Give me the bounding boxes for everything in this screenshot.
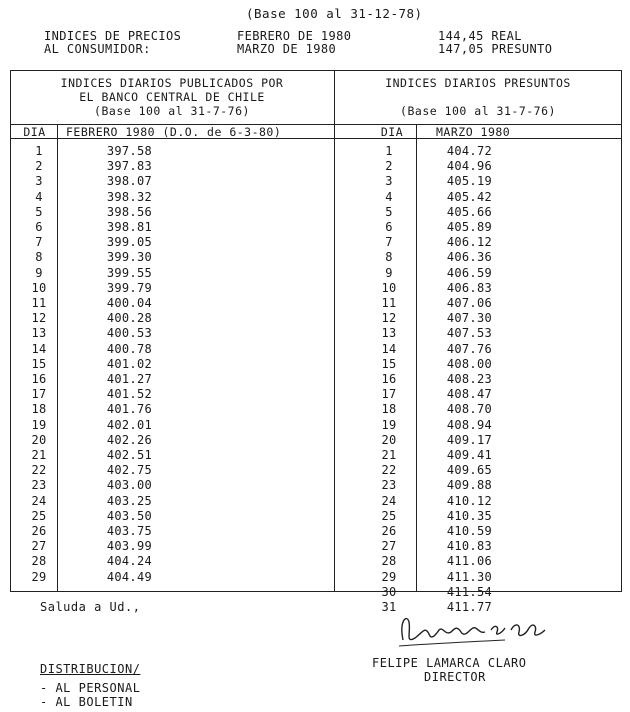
- left-title-line3: (Base 100 al 31-7-76): [94, 104, 250, 118]
- table-row-value: 411.30: [446, 569, 492, 584]
- table-row-value: 401.76: [106, 402, 152, 417]
- table-row-day: 12: [381, 311, 397, 326]
- left-title-line1: INDICES DIARIOS PUBLICADOS POR: [60, 76, 284, 90]
- table-row-value: 407.53: [446, 326, 492, 341]
- table-row-value: 403.25: [106, 493, 152, 508]
- table-row-value: 410.35: [446, 508, 492, 523]
- table-row-value: 398.32: [106, 189, 152, 204]
- table-row-value: 406.36: [446, 250, 492, 265]
- table-row-day: 27: [31, 539, 47, 554]
- table-row-value: 411.54: [446, 584, 492, 599]
- cpi-label-line2: AL CONSUMIDOR:: [44, 42, 151, 56]
- table-row-value: 400.53: [106, 326, 152, 341]
- table-row-day: 28: [31, 554, 47, 569]
- table-row-value: 407.06: [446, 296, 492, 310]
- table-bottom-border: [10, 591, 622, 592]
- table-row-day: 29: [381, 569, 397, 584]
- table-row-day: 14: [31, 341, 47, 356]
- table-row-day: 2: [35, 159, 43, 174]
- table-row-value: 408.00: [446, 356, 492, 371]
- table-row-day: 10: [381, 280, 397, 295]
- table-row-day: 13: [381, 326, 397, 341]
- table-row-value: 405.89: [446, 220, 492, 234]
- table-row-day: 6: [35, 220, 43, 234]
- table-row-day: 20: [31, 432, 47, 447]
- cpi-value-presunto: 147,05 PRESUNTO: [438, 42, 553, 56]
- table-row-value: 403.75: [106, 524, 152, 538]
- table-row-value: 410.83: [446, 539, 492, 554]
- table-row-value: 403.50: [106, 508, 152, 523]
- table-center-divider: [334, 70, 335, 592]
- left-col-value-header: FEBRERO 1980 (D.O. de 6-3-80): [66, 125, 282, 139]
- table-row-value: 401.52: [106, 387, 152, 402]
- distribution-item-boletin: - AL BOLETIN: [40, 695, 133, 709]
- cpi-month-feb: FEBRERO DE 1980: [237, 29, 352, 43]
- table-row-value: 411.06: [446, 554, 492, 569]
- table-row-day: 12: [31, 311, 47, 326]
- table-row-value: 398.07: [106, 174, 152, 189]
- table-row-value: 408.23: [446, 372, 492, 386]
- table-right-border: [621, 70, 622, 592]
- table-row-value: 404.96: [446, 159, 492, 174]
- table-row-day: 16: [31, 372, 47, 386]
- table-row-day: 24: [31, 493, 47, 508]
- table-row-day: 26: [381, 524, 397, 538]
- table-row-day: 3: [35, 174, 43, 189]
- table-row-value: 406.59: [446, 265, 492, 280]
- left-day-divider: [57, 124, 58, 592]
- table-row-value: 398.56: [106, 204, 152, 219]
- right-col-value-header: MARZO 1980: [436, 125, 511, 139]
- table-left-border: [10, 70, 11, 592]
- table-row-value: 406.12: [446, 235, 492, 250]
- table-row-day: 25: [31, 508, 47, 523]
- table-row-value: 402.01: [106, 417, 152, 432]
- table-row-day: 15: [31, 356, 47, 371]
- table-row-day: 17: [381, 387, 397, 402]
- table-row-value: 397.83: [106, 159, 152, 174]
- table-row-value: 402.51: [106, 448, 152, 462]
- right-title-line3: (Base 100 al 31-7-76): [400, 104, 556, 118]
- table-row-day: 26: [31, 524, 47, 538]
- table-row-value: 400.28: [106, 311, 152, 326]
- table-row-value: 399.05: [106, 235, 152, 250]
- base-title: (Base 100 al 31-12-78): [246, 6, 423, 21]
- table-row-day: 1: [35, 144, 43, 158]
- table-row-value: 409.88: [446, 478, 492, 493]
- table-row-value: 401.02: [106, 356, 152, 371]
- left-title-line2: EL BANCO CENTRAL DE CHILE: [79, 90, 265, 104]
- table-row-day: 13: [31, 326, 47, 341]
- table-row-value: 403.99: [106, 539, 152, 554]
- signer-name: FELIPE LAMARCA CLARO: [372, 656, 527, 670]
- table-row-value: 407.30: [446, 311, 492, 326]
- table-row-value: 407.76: [446, 341, 492, 356]
- table-row-day: 5: [385, 204, 393, 219]
- table-row-value: 406.83: [446, 280, 492, 295]
- signer-title: DIRECTOR: [424, 670, 486, 684]
- table-row-day: 19: [381, 417, 397, 432]
- table-row-value: 410.12: [446, 493, 492, 508]
- distribution-label: DISTRIBUCION/: [40, 662, 141, 676]
- distribution-item-personal: - AL PERSONAL: [40, 681, 141, 695]
- table-row-day: 9: [35, 265, 43, 280]
- table-row-day: 11: [381, 296, 397, 310]
- table-row-day: 7: [35, 235, 43, 250]
- table-top-border: [10, 70, 622, 71]
- table-row-value: 408.47: [446, 387, 492, 402]
- table-row-day: 30: [381, 584, 397, 599]
- table-row-day: 2: [385, 159, 393, 174]
- table-row-value: 397.58: [106, 144, 152, 158]
- table-row-value: 405.19: [446, 174, 492, 189]
- table-row-value: 399.55: [106, 265, 152, 280]
- table-row-value: 408.94: [446, 417, 492, 432]
- table-row-day: 25: [381, 508, 397, 523]
- table-row-value: 405.42: [446, 189, 492, 204]
- table-row-value: 402.75: [106, 463, 152, 478]
- table-row-value: 399.79: [106, 280, 152, 295]
- table-row-day: 6: [385, 220, 393, 234]
- table-row-day: 4: [385, 189, 393, 204]
- table-row-day: 18: [31, 402, 47, 417]
- table-row-day: 15: [381, 356, 397, 371]
- table-row-day: 21: [381, 448, 397, 462]
- table-row-value: 400.78: [106, 341, 152, 356]
- table-row-day: 23: [381, 478, 397, 493]
- right-title-line1: INDICES DIARIOS PRESUNTOS: [385, 76, 571, 90]
- right-day-divider: [416, 124, 417, 592]
- table-row-day: 9: [385, 265, 393, 280]
- table-row-day: 18: [381, 402, 397, 417]
- table-row-value: 405.66: [446, 204, 492, 219]
- table-row-value: 409.65: [446, 463, 492, 478]
- table-row-day: 14: [381, 341, 397, 356]
- table-row-value: 402.26: [106, 432, 152, 447]
- table-row-day: 23: [31, 478, 47, 493]
- table-row-day: 21: [31, 448, 47, 462]
- table-row-day: 4: [35, 189, 43, 204]
- table-row-day: 7: [385, 235, 393, 250]
- cpi-label-line1: INDICES DE PRECIOS: [44, 29, 182, 43]
- table-row-day: 16: [381, 372, 397, 386]
- table-row-value: 400.04: [106, 296, 152, 310]
- table-row-value: 409.41: [446, 448, 492, 462]
- table-row-value: 401.27: [106, 372, 152, 386]
- table-row-value: 411.77: [446, 600, 492, 614]
- table-row-value: 404.24: [106, 554, 152, 569]
- table-row-value: 403.00: [106, 478, 152, 493]
- table-row-day: 19: [31, 417, 47, 432]
- greeting: Saluda a Ud.,: [40, 600, 141, 614]
- cpi-month-mar: MARZO DE 1980: [237, 42, 337, 56]
- table-row-day: 22: [31, 463, 47, 478]
- table-row-day: 5: [35, 204, 43, 219]
- table-row-day: 8: [35, 250, 43, 265]
- table-row-day: 29: [31, 569, 47, 584]
- table-row-day: 11: [31, 296, 47, 310]
- table-row-day: 3: [385, 174, 393, 189]
- right-col-day-header: DIA: [380, 125, 404, 139]
- table-row-day: 24: [381, 493, 397, 508]
- table-row-day: 28: [381, 554, 397, 569]
- table-row-value: 398.81: [106, 220, 152, 234]
- table-row-value: 404.72: [446, 144, 492, 158]
- table-row-day: 22: [381, 463, 397, 478]
- table-row-value: 404.49: [106, 569, 152, 584]
- table-row-day: 17: [31, 387, 47, 402]
- table-row-day: 20: [381, 432, 397, 447]
- table-row-value: 409.17: [446, 432, 492, 447]
- cpi-value-real: 144,45 REAL: [438, 29, 522, 43]
- table-row-day: 1: [385, 144, 393, 158]
- table-row-day: 31: [381, 600, 397, 614]
- left-col-day-header: DIA: [23, 125, 46, 139]
- table-row-value: 410.59: [446, 524, 492, 538]
- table-row-day: 27: [381, 539, 397, 554]
- signature-image: [395, 600, 555, 658]
- table-row-value: 408.70: [446, 402, 492, 417]
- table-row-value: 399.30: [106, 250, 152, 265]
- table-row-day: 10: [31, 280, 47, 295]
- table-row-day: 8: [385, 250, 393, 265]
